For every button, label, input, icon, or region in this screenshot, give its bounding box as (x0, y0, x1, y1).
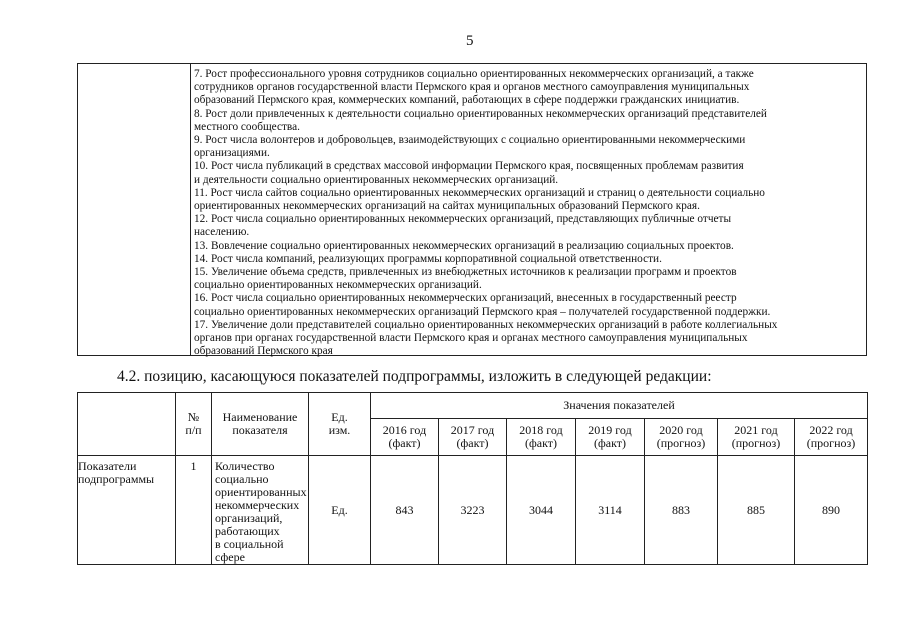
results-line: 17. Увеличение доли представителей социально ориентированных некоммерческих организаций в работе коллегиальных (194, 318, 778, 331)
results-label-cell (78, 64, 191, 355)
col-header-num (176, 393, 212, 456)
header-line: 2019 год (588, 423, 632, 437)
col-header-unit (309, 393, 371, 456)
header-line: (прогноз) (731, 436, 781, 450)
page-number: 5 (466, 33, 474, 49)
header-line: Наименование (222, 410, 298, 424)
value-cell: 885 (718, 456, 795, 565)
results-line: ориентированных некоммерческих организаций на сайтах муниципальных образований Пермского края. (194, 200, 700, 213)
results-line: 8. Рост доли привлеченных к деятельности социально ориентированных некоммерческих организаций представителей (194, 107, 767, 120)
value-cell: 883 (645, 456, 718, 565)
header-line: 2020 год (659, 423, 703, 437)
results-line: 13. Вовлечение социально ориентированных некоммерческих организаций в реализацию социальных проектов. (194, 239, 734, 252)
col-header-values-group: Значения показателей (371, 393, 868, 419)
col-header-name (212, 393, 309, 456)
indicator-name-line: в социальной сфере (215, 537, 284, 564)
col-header-year (371, 419, 439, 456)
header-line: п/п (185, 423, 202, 437)
results-list (194, 68, 864, 358)
indicator-name-line: Количество (215, 459, 275, 473)
header-line: (прогноз) (656, 436, 706, 450)
col-header-year (439, 419, 507, 456)
header-line: показателя (232, 423, 288, 437)
header-line: Ед. (331, 410, 348, 424)
results-line: 12. Рост числа социально ориентированных некоммерческих организаций, представляющих публичные отчеты (194, 213, 732, 226)
header-line: 2016 год (382, 423, 427, 437)
indicator-name-cell (212, 456, 309, 565)
results-line: местного сообщества. (194, 120, 300, 133)
results-line: 16. Рост числа социально ориентированных некоммерческих организаций, внесенных в государственный реестр (194, 292, 737, 305)
indicator-name-line: работающих (215, 524, 280, 538)
value-cell: 3044 (507, 456, 576, 565)
value-cell: 3114 (576, 456, 645, 565)
section-heading: 4.2. позицию, касающуюся показателей подпрограммы, изложить в следующей редакции: (117, 368, 712, 385)
header-line: 2021 год (734, 423, 778, 437)
row-label-cell (78, 456, 176, 565)
header-line: 2022 год (809, 423, 853, 437)
indicator-name-line: социально (215, 472, 269, 486)
header-line: 2017 год (450, 423, 495, 437)
header-line: (факт) (456, 436, 489, 450)
indicator-name-line: некоммерческих (215, 498, 300, 512)
results-table (77, 63, 867, 356)
value-cell: 843 (371, 456, 439, 565)
col-header-year (645, 419, 718, 456)
table-row (78, 456, 868, 565)
row-label-line: подпрограммы (78, 472, 155, 486)
results-line: органов при органах государственной власти Пермского края и органах местного самоуправления муниципальных (194, 332, 748, 345)
results-line: организациями. (194, 147, 270, 160)
value-cell: 3223 (439, 456, 507, 565)
indicators-table (77, 392, 868, 565)
header-line: изм. (328, 423, 351, 437)
row-label-header-cell (78, 393, 176, 456)
header-line: (прогноз) (806, 436, 856, 450)
header-line: 2018 год (519, 423, 563, 437)
results-line: 14. Рост числа компаний, реализующих программы корпоративной социальной ответственности. (194, 252, 662, 265)
results-line: 7. Рост профессионального уровня сотрудников социально ориентированных некоммерческих организаций, а также (194, 68, 754, 80)
header-line: № (187, 410, 200, 424)
row-num-cell: 1 (176, 456, 212, 565)
unit-cell: Ед. (309, 456, 371, 565)
col-header-year (795, 419, 868, 456)
results-line: 9. Рост числа волонтеров и добровольцев, взаимодействующих с социально ориентированными некоммерческими (194, 134, 746, 147)
results-line: образований Пермского края (194, 345, 333, 358)
col-header-year (576, 419, 645, 456)
value-cell: 890 (795, 456, 868, 565)
header-line: (факт) (593, 436, 626, 450)
results-line: социально ориентированных некоммерческих организаций. (194, 279, 482, 292)
header-line: (факт) (388, 436, 421, 450)
results-line: 15. Увеличение объема средств, привлеченных из внебюджетных источников к реализации программ и проектов (194, 266, 737, 279)
results-line: сотрудников органов государственной власти Пермского края и органов местного самоуправления муниципальных (194, 81, 750, 94)
results-line: 10. Рост числа публикаций в средствах массовой информации Пермского края, посвященных проблемам развития (194, 160, 744, 173)
results-line: и деятельности социально ориентированных некоммерческих организаций. (194, 173, 559, 186)
results-line: социально ориентированных некоммерческих организаций Пермского края – получателей государственной поддержки. (194, 305, 771, 318)
row-label-line: Показатели (78, 459, 137, 473)
indicator-name-line: ориентированных (215, 485, 307, 499)
col-header-year (507, 419, 576, 456)
header-line: (факт) (524, 436, 557, 450)
results-line: образований Пермского края, коммерческих компаний, работающих в сфере поддержки гражданских инициатив. (194, 94, 740, 107)
indicator-name-line: организаций, (215, 511, 283, 525)
results-line: населению. (194, 226, 250, 239)
col-header-year (718, 419, 795, 456)
results-line: 11. Рост числа сайтов социально ориентированных некоммерческих организаций и страниц о деятельности социально (194, 186, 765, 199)
